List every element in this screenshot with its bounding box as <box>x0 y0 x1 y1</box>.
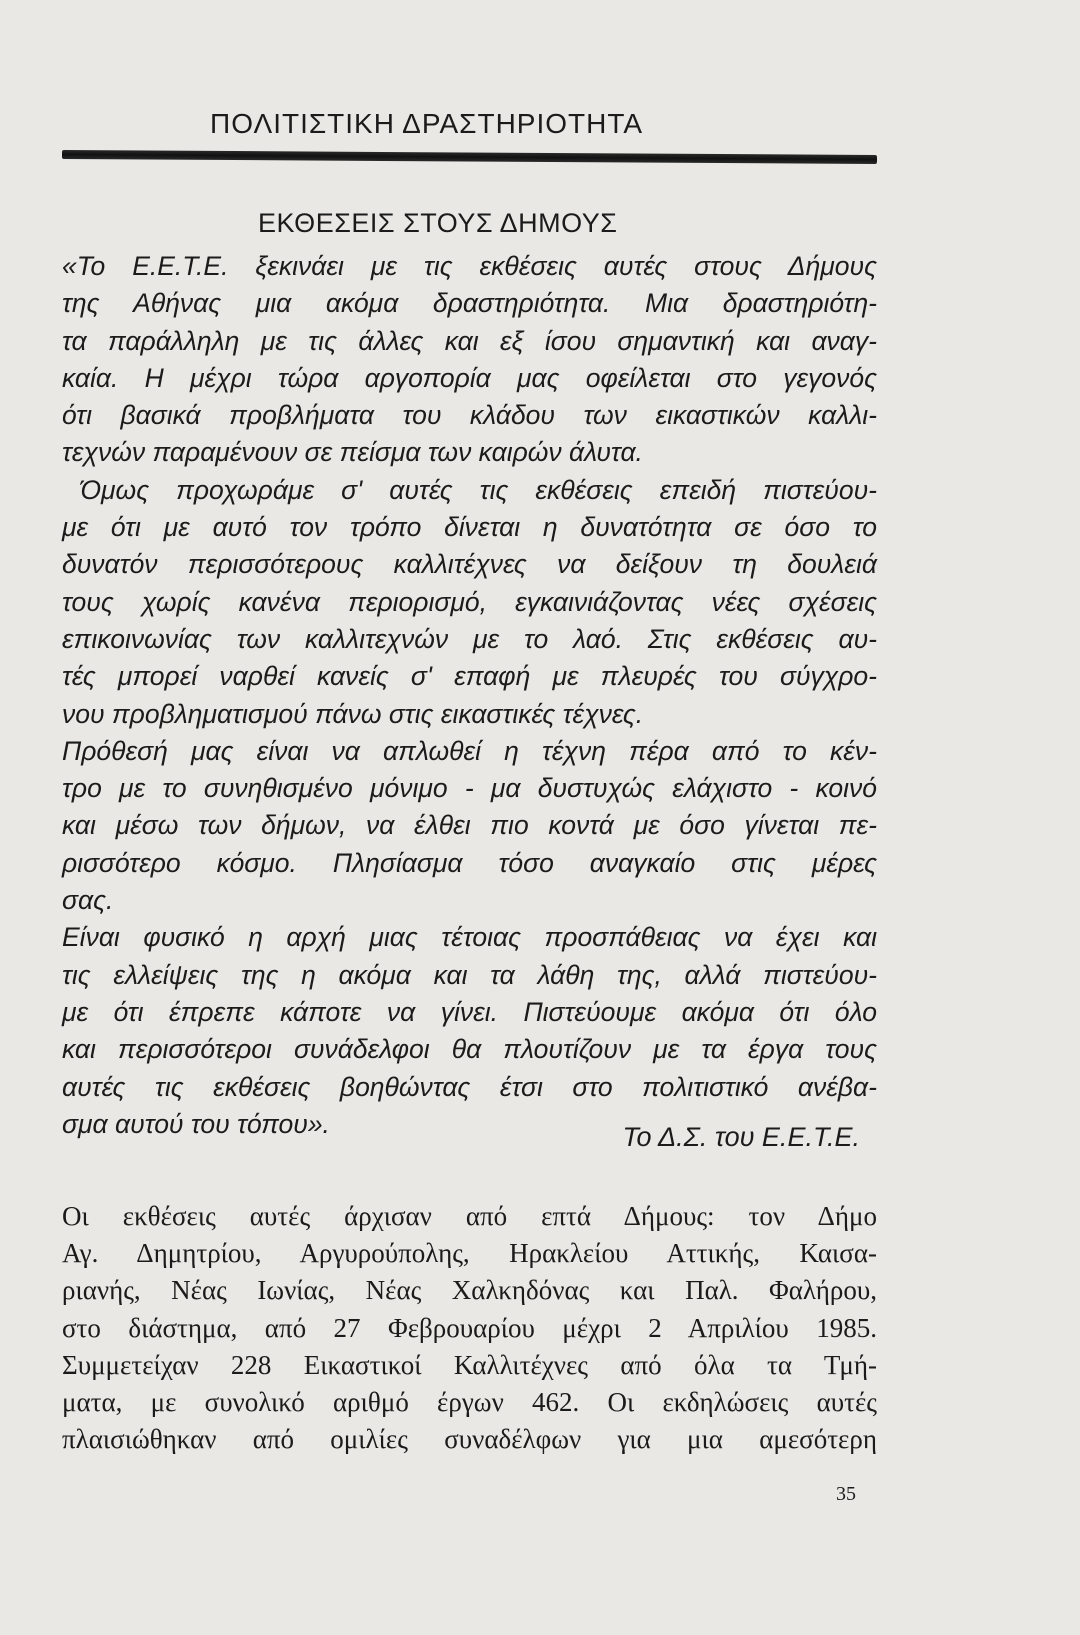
text-line: τους χωρίς κανένα περιορισμό, εγκαινιάζοντας νέες σχέσεις <box>62 586 877 617</box>
text-line: με ότι με αυτό τον τρόπο δίνεται η δυνατότητα σε όσο το <box>62 512 877 543</box>
signature: Το Δ.Σ. του Ε.Ε.Τ.Ε. <box>622 1122 860 1152</box>
text-line: Πρόθεσή μας είναι να απλωθεί η τέχνη πέρα από το κέν- <box>62 735 877 766</box>
text-line: τα παράλληλη με τις άλλες και εξ ίσου σημαντική και αναγ- <box>62 325 877 356</box>
text-line: ότι βασικά προβλήματα του κλάδου των εικαστικών καλλι- <box>62 400 877 431</box>
text-line: Είναι φυσικό η αρχή μιας τέτοιας προσπάθειας να έχει και <box>62 922 877 953</box>
text-line: τις ελλείψεις της η ακόμα και τα λάθη της, αλλά πιστεύου- <box>62 959 877 990</box>
text-line: νου προβληματισμού πάνω στις εικαστικές τέχνες. <box>62 698 644 729</box>
text-line: τρο με το συνηθισμένο μόνιμο - μα δυστυχώς ελάχιστο - κοινό <box>62 773 877 804</box>
text-line: «Το Ε.Ε.Τ.Ε. ξεκινάει με τις εκθέσεις αυτές στους Δήμους <box>62 251 877 281</box>
text-line: επικοινωνίας των καλλιτεχνών με το λαό. Στις εκθέσεις αυ- <box>62 623 877 654</box>
text-line: της Αθήνας μια ακόμα δραστηριότητα. Μια δραστηριότη- <box>62 288 877 319</box>
text-line: Συμμετείχαν 228 Εικαστικοί Καλλιτέχνες από όλα τα Τμή- <box>62 1349 877 1380</box>
announcement-text <box>62 248 877 1143</box>
report-text <box>62 1198 877 1458</box>
text-line: με ότι έπρεπε κάποτε να γίνει. Πιστεύουμε ακόμα ότι όλο <box>62 996 877 1027</box>
text-line: και μέσω των δήμων, να έλθει πιο κοντά με όσο γίνεται πε- <box>62 810 877 841</box>
text-line: στο διάστημα, από 27 Φεβρουαρίου μέχρι 2 Απριλίου 1985. <box>62 1312 877 1343</box>
page-number: 35 <box>836 1483 856 1505</box>
text-line: τές μπορεί ναρθεί κανείς σ' επαφή με πλευρές του σύγχρο- <box>62 661 877 692</box>
text-line: δυνατόν περισσότερους καλλιτέχνες να δείξουν τη δουλειά <box>62 549 877 580</box>
text-line: τεχνών παραμένουν σε πείσμα των καιρών άλυτα. <box>62 437 643 468</box>
text-line: πλαισιώθηκαν από ομιλίες συναδέλφων για μια αμεσότερη <box>62 1424 877 1455</box>
text-line: και περισσότεροι συνάδελφοι θα πλουτίζουν με τα έργα τους <box>62 1034 877 1065</box>
text-line: ριανής, Νέας Ιωνίας, Νέας Χαλκηδόνας και Παλ. Φαλήρου, <box>62 1275 877 1306</box>
section-title: ΕΚΘΕΣΕΙΣ ΣΤΟΥΣ ΔΗΜΟΥΣ <box>258 208 618 238</box>
text-line: σμα αυτού του τόπου». <box>62 1108 330 1139</box>
text-line: καία. Η μέχρι τώρα αργοπορία μας οφείλεται στο γεγονός <box>62 362 877 393</box>
text-line: σας. <box>62 885 114 916</box>
text-line: αυτές τις εκθέσεις βοηθώντας έτσι στο πολιτιστικό ανέβα- <box>62 1071 877 1102</box>
text-line: Αγ. Δημητρίου, Αργυρούπολης, Ηρακλείου Αττικής, Καισα- <box>62 1238 877 1269</box>
header-rule <box>62 150 877 164</box>
text-line: ρισσότερο κόσμο. Πλησίασμα τόσο αναγκαίο στις μέρες <box>62 847 877 878</box>
text-line: Όμως προχωράμε σ' αυτές τις εκθέσεις επειδή πιστεύου- <box>80 474 877 505</box>
running-header-title: ΠΟΛΙΤΙΣΤΙΚΗ ΔΡΑΣΤΗΡΙΟΤΗΤΑ <box>210 108 644 139</box>
text-line: Οι εκθέσεις αυτές άρχισαν από επτά Δήμους: τον Δήμο <box>62 1201 877 1231</box>
text-line: ματα, με συνολικό αριθμό έργων 462. Οι εκδηλώσεις αυτές <box>62 1386 877 1417</box>
